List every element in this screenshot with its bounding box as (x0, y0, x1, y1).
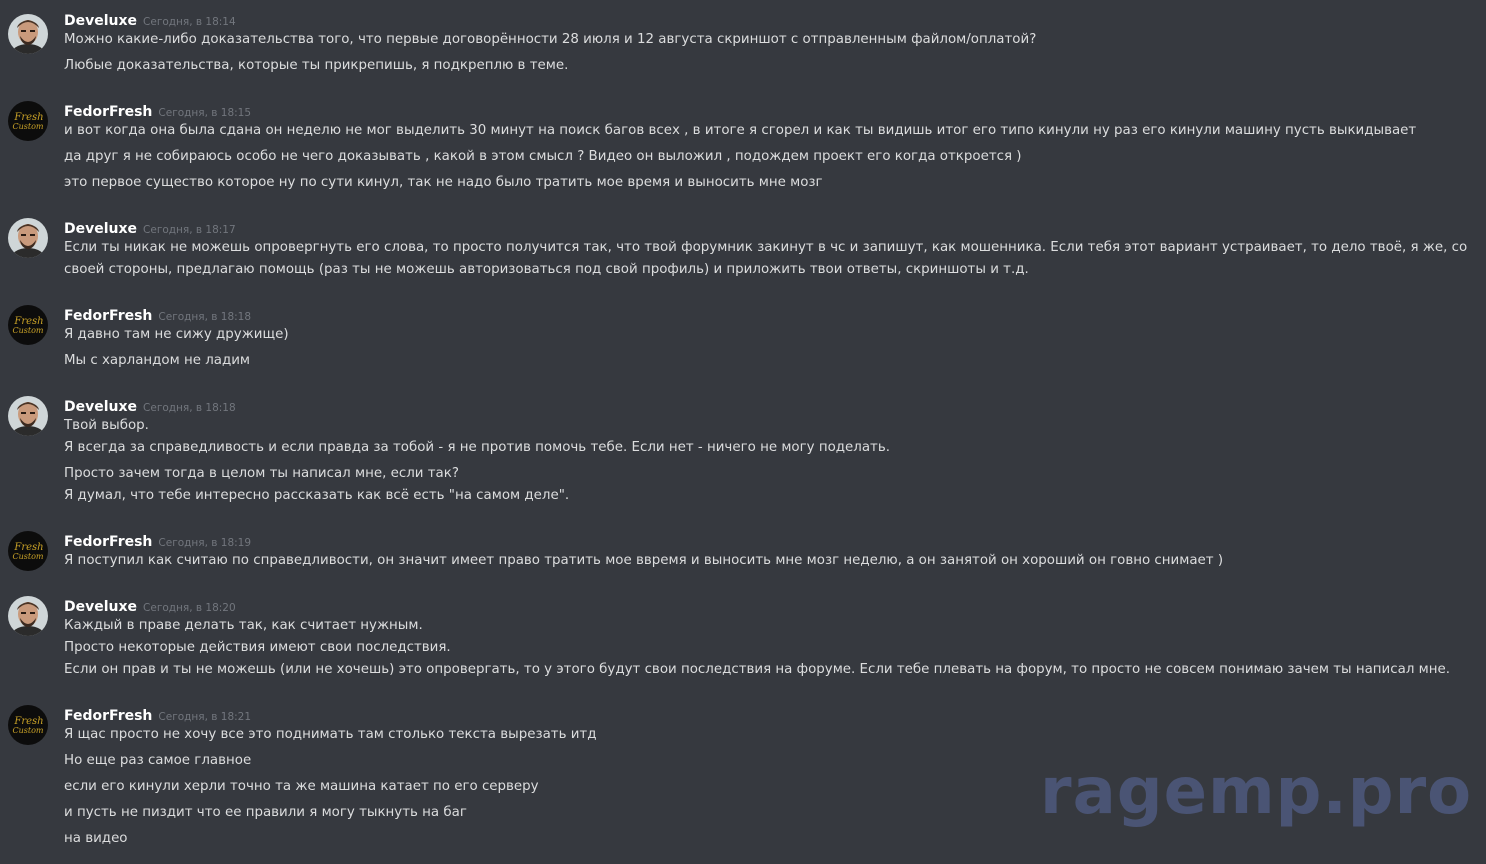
avatar-develuxe[interactable] (8, 14, 48, 54)
avatar-fedorfresh-icon (8, 531, 48, 571)
message-text: Я всегда за справедливость и если правда за тобой - я не против помочь тебе. Если нет - ничего не могу поделать. (64, 440, 890, 455)
username[interactable]: Develuxe (64, 399, 138, 415)
timestamp: Сегодня, в 18:17 (143, 224, 236, 236)
message-text: Если он прав и ты не можешь (или не хочешь) это опровергать, то у этого будут свои последствия на форуме. Если тебе плевать на форум, то просто не совсем понимаю зачем ты написал мне. (64, 662, 1450, 677)
svg-text:Fresh: Fresh (14, 716, 44, 727)
timestamp: Сегодня, в 18:18 (158, 311, 252, 323)
avatar-develuxe[interactable] (8, 596, 48, 636)
svg-text:Custom: Custom (12, 552, 44, 561)
avatar-develuxe-icon (8, 396, 48, 436)
message-text: если его кинули херли точно та же машина катает по его серверу (64, 779, 539, 794)
message-text: и пусть не пиздит что ее правили я могу тыкнуть на баг (64, 805, 467, 820)
username[interactable]: Develuxe (64, 221, 138, 237)
username[interactable]: FedorFresh (64, 308, 153, 324)
message-text: Можно какие-либо доказательства того, что первые договорённости 28 июля и 12 августа скриншот с отправленным файлом/оплатой? (64, 32, 1037, 47)
message-header (64, 596, 236, 616)
avatar-fedorfresh-icon (8, 305, 48, 345)
timestamp: Сегодня, в 18:15 (158, 107, 252, 119)
avatar-fedorfresh[interactable] (8, 101, 48, 141)
username[interactable]: FedorFresh (64, 534, 153, 550)
watermark: ragemp.pro (1040, 755, 1473, 829)
avatar-fedorfresh[interactable] (8, 305, 48, 345)
message-text: Просто некоторые действия имеют свои последствия. (64, 640, 451, 655)
message-text: Если ты никак не можешь опровергнуть его слова, то просто получится так, что твой форумник закинут в чс и запишут, как мошенника. Если тебя этот вариант устраивает, то дело твоё, я же, со своей стороны, предлагаю помощь (раз ты не можешь авторизоваться под свой профиль) и приложить твои ответы, скриншоты и т.д. (64, 240, 1468, 277)
svg-text:Fresh: Fresh (14, 316, 44, 327)
timestamp: Сегодня, в 18:19 (158, 537, 252, 549)
message-header (64, 705, 251, 725)
message-header (64, 101, 251, 121)
timestamp: Сегодня, в 18:18 (143, 402, 236, 414)
message-text: Мы с харландом не ладим (64, 353, 251, 368)
message-text: Я думал, что тебе интересно рассказать как всё есть "на самом деле". (64, 488, 570, 503)
message-header (64, 396, 236, 416)
message-text: Я щас просто не хочу все это поднимать там столько текста вырезать итд (64, 727, 597, 742)
avatar-develuxe-icon (8, 218, 48, 258)
avatar-fedorfresh[interactable] (8, 531, 48, 571)
message-header (64, 218, 236, 238)
message-text: Я поступил как считаю по справедливости, он значит имеет право тратить мое ввремя и выносить мне мозг неделю, а он занятой он хороший он говно снимает ) (64, 553, 1224, 568)
avatar-fedorfresh[interactable] (8, 705, 48, 745)
svg-text:Fresh: Fresh (14, 542, 44, 553)
message-text: Просто зачем тогда в целом ты написал мне, если так? (64, 466, 459, 481)
message-header (64, 10, 236, 30)
message-text: Я давно там не сижу дружище) (64, 327, 289, 342)
svg-text:Custom: Custom (12, 326, 44, 335)
avatar-fedorfresh-icon (8, 101, 48, 141)
message-header (64, 531, 251, 551)
avatar-develuxe[interactable] (8, 396, 48, 436)
avatar-develuxe-icon (8, 14, 48, 54)
message-text: и вот когда она была сдана он неделю не мог выделить 30 минут на поиск багов всех , в итоге я сгорел и как ты видишь итог его типо кинули ну раз его кинули машину пусть выкидывает (64, 123, 1417, 138)
svg-text:Custom: Custom (12, 122, 44, 131)
svg-text:Fresh: Fresh (14, 112, 44, 123)
username[interactable]: FedorFresh (64, 104, 153, 120)
message-text: Любые доказательства, которые ты прикрепишь, я подкреплю в теме. (64, 58, 569, 73)
username[interactable]: Develuxe (64, 599, 138, 615)
message-header (64, 305, 251, 325)
message-text: да друг я не собираюсь особо не чего доказывать , какой в этом смысл ? Видео он выложил , подождем проект его когда откроется ) (64, 149, 1022, 164)
avatar-develuxe-icon (8, 596, 48, 636)
timestamp: Сегодня, в 18:14 (143, 16, 236, 28)
message-text: Твой выбор. (64, 418, 149, 433)
username[interactable]: FedorFresh (64, 708, 153, 724)
timestamp: Сегодня, в 18:20 (143, 602, 236, 614)
timestamp: Сегодня, в 18:21 (158, 711, 252, 723)
avatar-fedorfresh-icon (8, 705, 48, 745)
avatar-develuxe[interactable] (8, 218, 48, 258)
message-text: это первое существо которое ну по сути кинул, так не надо было тратить мое время и выносить мне мозг (64, 175, 823, 190)
message-text: Каждый в праве делать так, как считает нужным. (64, 618, 423, 633)
message-text: Но еще раз самое главное (64, 753, 252, 768)
message-text: на видео (64, 831, 128, 846)
svg-text:Custom: Custom (12, 726, 44, 735)
username[interactable]: Develuxe (64, 13, 138, 29)
